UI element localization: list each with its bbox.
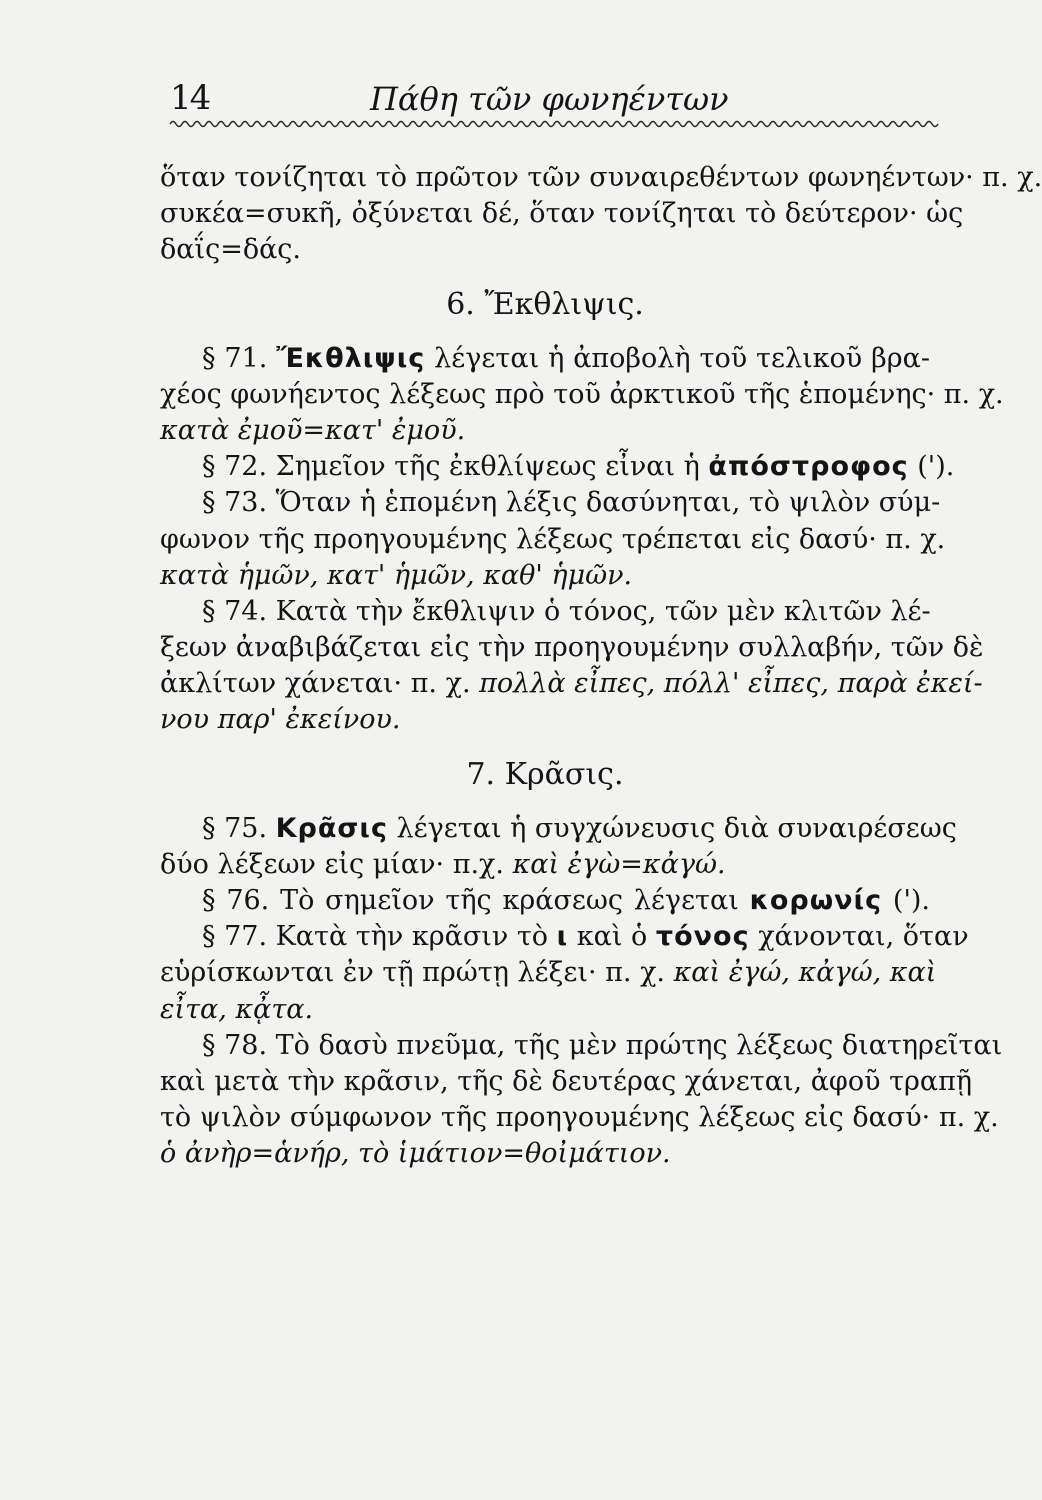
example-text: νου παρ' ἐκείνου. <box>160 704 401 736</box>
text-line: τὸ ψιλὸν σύμφωνον τῆς προηγουμένης λέξεως εἰς δασύ· π. χ. <box>160 1102 999 1134</box>
paragraph-74-line: § 74. Κατὰ τὴν ἔκθλιψιν ὁ τόνος, τῶν μὲν κλιτῶν λέ- <box>202 595 931 627</box>
wavy-header-rule <box>170 118 930 130</box>
paragraph-75-line: § 75. Κρᾶσις λέγεται ἡ συγχώνευσις διὰ συναιρέσεως <box>202 812 957 844</box>
running-title: Πάθη τῶν φωνηέντων <box>370 80 729 118</box>
example-text: ὁ ἀνὴρ=ἁνήρ, τὸ ἱμάτιον=θοἰμάτιον. <box>160 1138 671 1170</box>
text-line: ἀκλίτων χάνεται· π. χ. πολλὰ εἶπες, πόλλ' εἶπες, παρὰ ἐκεί- <box>160 668 983 700</box>
text-line <box>160 702 930 738</box>
example-text: κατὰ ἡμῶν, κατ' ἡμῶν, καθ' ἡμῶν. <box>160 559 633 591</box>
text-line: δύο λέξεων εἰς μίαν· π.χ. καὶ ἐγὼ=κἀγώ. <box>160 848 726 880</box>
text-line: φωνον τῆς προηγουμένης λέξεως τρέπεται εἰς δασύ· π. χ. <box>160 523 946 555</box>
example-text: κατὰ ἐμοῦ=κατ' ἐμοῦ. <box>160 414 466 446</box>
text-line: δαΐς=δάς. <box>160 234 302 266</box>
page-number: 14 <box>170 78 210 118</box>
paragraph-72-line: § 72. Σημεῖον τῆς ἐκθλίψεως εἶναι ἡ ἀπόστροφος ('). <box>202 451 955 483</box>
text-line: χέος φωνήεντος λέξεως πρὸ τοῦ ἀρκτικοῦ τῆς ἑπομένης· π. χ. <box>160 378 1004 410</box>
text-line <box>160 558 930 594</box>
body-text <box>160 160 1042 1173</box>
paragraph-73-line: § 73. Ὅταν ἡ ἑπομένη λέξις δασύνηται, τὸ ψιλὸν σύμ- <box>202 487 941 519</box>
text-line <box>160 1136 930 1172</box>
section-heading-ekthlipsis: 6. Ἔκθλιψις. <box>446 286 644 322</box>
example-text: εἶτα, κᾆτα. <box>160 993 314 1025</box>
text-line: ὅταν τονίζηται τὸ πρῶτον τῶν συναιρεθέντων φωνηέντων· π. χ. <box>160 162 1042 193</box>
paragraph-78-line: § 78. Τὸ δασὺ πνεῦμα, τῆς μὲν πρώτης λέξεως διατηρεῖται <box>202 1029 1003 1061</box>
paragraph-77-line: § 77. Κατὰ τὴν κρᾶσιν τὸ ι καὶ ὁ τόνος χάνονται, ὅταν <box>202 921 969 953</box>
section-heading-krasis: 7. Κρᾶσις. <box>466 756 624 792</box>
text-line: καὶ μετὰ τὴν κρᾶσιν, τῆς δὲ δευτέρας χάνεται, ἀφοῦ τραπῇ <box>160 1065 973 1097</box>
text-line <box>160 992 930 1028</box>
text-line: συκέα=συκῆ, ὀξύνεται δέ, ὅταν τονίζηται τὸ δεύτερον· ὡς <box>160 198 964 230</box>
paragraph-71-line: § 71. Ἔκθλιψις λέγεται ἡ ἀποβολὴ τοῦ τελικοῦ βρα- <box>202 342 930 374</box>
text-line: ξεων ἀναβιβάζεται εἰς τὴν προηγουμένην συλλαβήν, τῶν δὲ <box>160 632 984 664</box>
text-line: εὑρίσκωνται ἐν τῇ πρώτῃ λέξει· π. χ. καὶ ἐγώ, κἀγώ, καὶ <box>160 957 937 989</box>
paragraph-76-line: § 76. Τὸ σημεῖον τῆς κράσεως λέγεται κορωνίς ('). <box>202 885 930 916</box>
text-line <box>160 413 930 449</box>
